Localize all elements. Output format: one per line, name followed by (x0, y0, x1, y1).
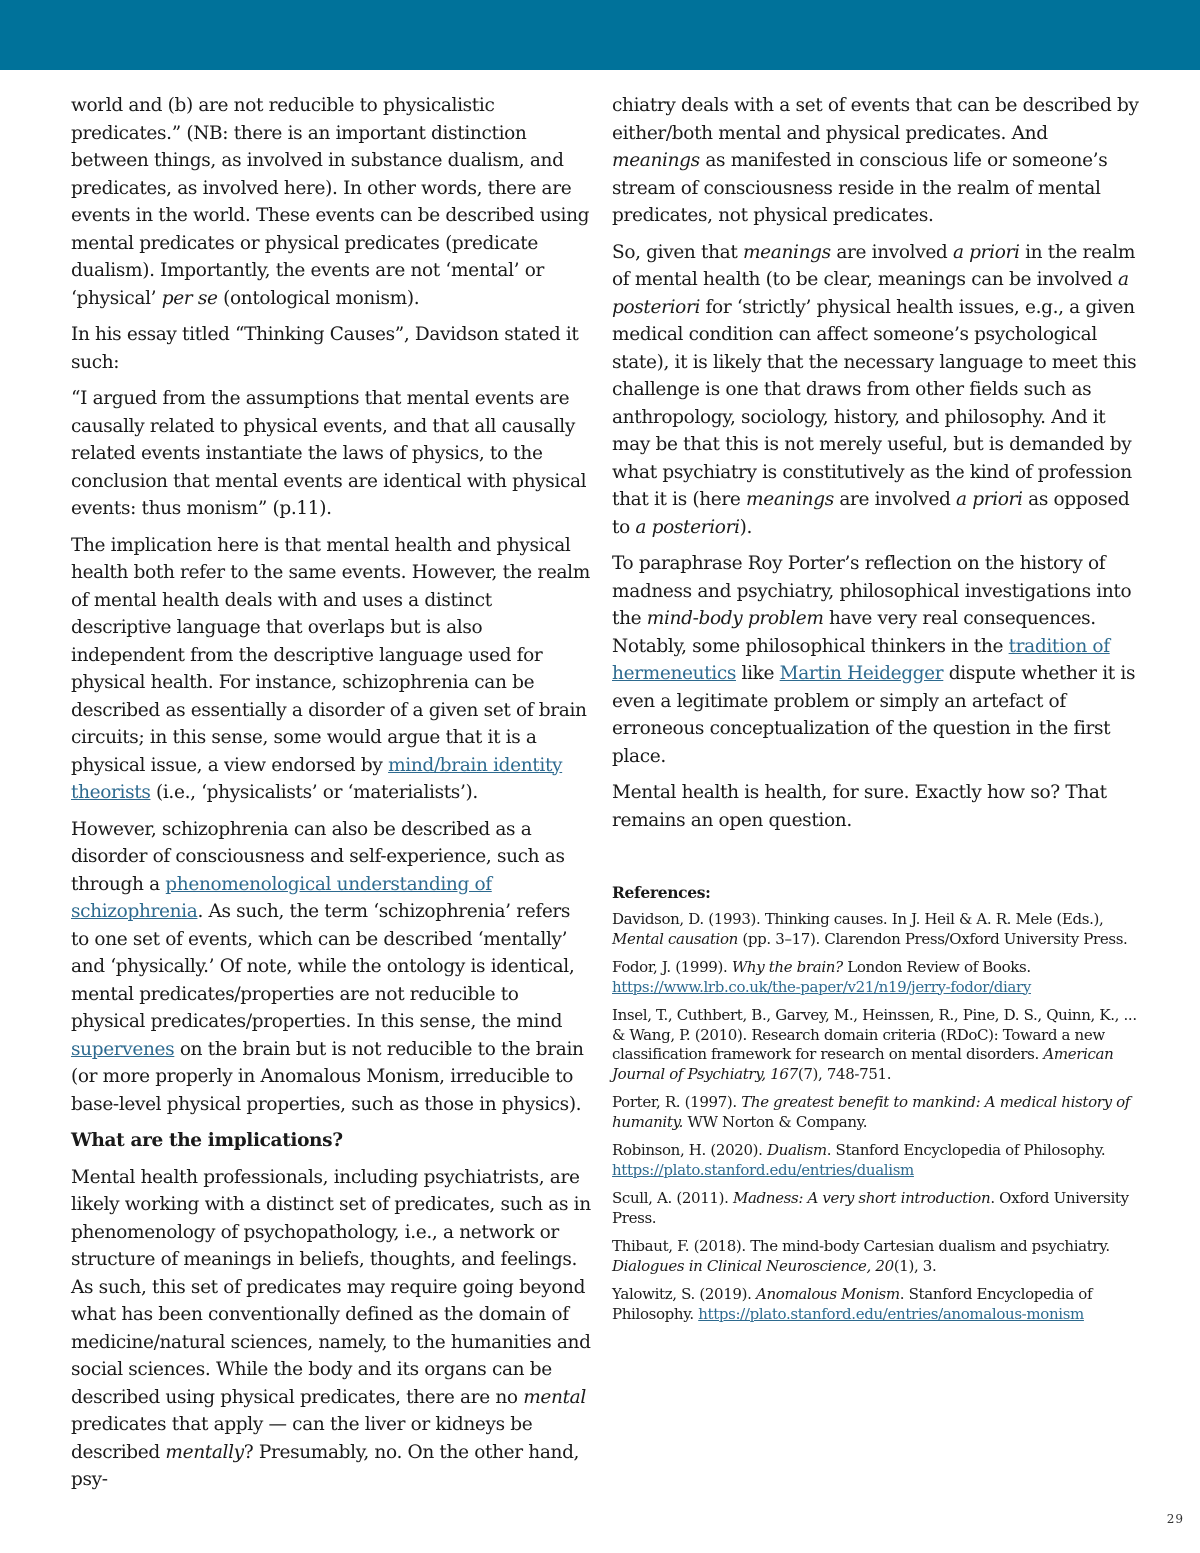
link-sep-dualism[interactable]: https://plato.stanford.edu/entries/dualism (612, 1160, 914, 1179)
reference-item: Robinson, H. (2020). Dualism. Stanford Encyclopedia of Philosophy. https://plato.stanford.edu/entries/dualism (612, 1141, 1106, 1179)
link-phenomenological-schizophrenia[interactable]: phenomenological understanding of schizophrenia (71, 873, 492, 922)
page-number: 29 (1166, 1512, 1184, 1526)
paragraph: chiatry deals with a set of events that can be described by either/both mental and physical predicates. And meanings as manifested in conscious life or someone’s stream of consciousness reside in the realm of mental predicates, not physical predicates. (612, 95, 1139, 226)
reference-item: Davidson, D. (1993). Thinking causes. In J. Heil & A. R. Mele (Eds.), Mental causation (pp. 3–17). Clarendon Press/Oxford University Press. (612, 910, 1128, 948)
paragraph: In his essay titled “Thinking Causes”, Davidson stated it such: (71, 324, 579, 373)
reference-item: Fodor, J. (1999). Why the brain? London Review of Books. https://www.lrb.co.uk/the-paper/v21/n19/jerry-fodor/diary (612, 958, 1031, 996)
reference-item: Yalowitz, S. (2019). Anomalous Monism. Stanford Encyclopedia of Philosophy. https://plato.stanford.edu/entries/anomalous-monism (612, 1285, 1093, 1323)
right-column (612, 92, 1140, 1333)
reference-item: Thibaut, F. (2018). The mind-body Cartesian dualism and psychiatry. Dialogues in Clinical Neuroscience, 20(1), 3. (612, 1237, 1110, 1275)
references-heading: References: (612, 883, 711, 902)
link-supervenes[interactable]: supervenes (71, 1038, 175, 1060)
paragraph: world and (b) are not reducible to physicalistic predicates.” (NB: there is an important distinction between things, as involved in substance dualism, and predicates, as involved here). In other words, there are events in the world. These events can be described using mental predicates or physical predicates (predicate dualism). Importantly, the events are not ‘mental’ or ‘physical’ per se (ontological monism). (71, 95, 590, 309)
paragraph: Mental health professionals, including psychiatrists, are likely working with a distinct set of predicates, such as in phenomenology of psychopathology, i.e., a network or structure of meanings in beliefs, thoughts, and feelings. As such, this set of predicates may require going beyond what has been conventionally defined as the domain of medicine/natural sciences, namely, to the humanities and social sciences. While the body and its organs can be described using physical predicates, there are no mental predicates that apply — can the liver or kidneys be described mentally? Presumably, no. On the other hand, psy- (71, 1166, 591, 1490)
paragraph: The implication here is that mental health and physical health both refer to the same events. However, the realm of mental health deals with and uses a distinct descriptive language that overlaps but is also independent from the descriptive language used for physical health. For instance, schizophrenia can be described as essentially a disorder of a given set of brain circuits; in this sense, some would argue that it is a physical issue, a view endorsed by mind/brain identity theorists (i.e., ‘physicalists’ or ‘materialists’). (71, 534, 590, 803)
paragraph: Mental health is health, for sure. Exactly how so? That remains an open question. (612, 782, 1107, 831)
section-heading: What are the implications? (71, 1130, 343, 1151)
link-sep-anomalous-monism[interactable]: https://plato.stanford.edu/entries/anomalous-monism (698, 1304, 1084, 1323)
reference-item: Porter, R. (1997). The greatest benefit to mankind: A medical history of humanity. WW Norton & Company. (612, 1093, 1131, 1131)
left-column (71, 92, 591, 1503)
paragraph: However, schizophrenia can also be described as a disorder of consciousness and self-experience, such as through a phenomenological understanding of schizophrenia. As such, the term ‘schizophrenia’ refers to one set of events, which can be described ‘mentally’ and ‘physically.’ Of note, while the ontology is identical, mental predicates/properties are not reducible to physical predicates/properties. In this sense, the mind supervenes on the brain but is not reducible to the brain (or more properly in Anomalous Monism, irreducible to base-level physical properties, such as those in physics). (71, 818, 584, 1115)
paragraph: To paraphrase Roy Porter’s reflection on the history of madness and psychiatry, philosophical investigations into the mind-body problem have very real consequences. Notably, some philosophical thinkers in the tradition of hermeneutics like Martin Heidegger dispute whether it is even a legitimate problem or simply an artefact of erroneous conceptualization of the question in the first place. (612, 553, 1136, 767)
paragraph: So, given that meanings are involved a priori in the realm of mental health (to be clear, meanings can be involved a posteriori for ‘strictly’ physical health issues, e.g., a given medical condition can affect someone’s psychological state), it is likely that the necessary language to meet this challenge is one that draws from other fields such as anthropology, sociology, history, and philosophy. And it may be that this is not merely useful, but is demanded by what psychiatry is constitutively as the kind of profession that it is (here meanings are involved a priori as opposed to a posteriori). (612, 241, 1137, 538)
link-tradition-of-hermeneutics[interactable]: tradition of hermeneutics (612, 635, 1110, 684)
link-lrb-fodor[interactable]: https://www.lrb.co.uk/the-paper/v21/n19/jerry-fodor/diary (612, 977, 1031, 996)
reference-item: Insel, T., Cuthbert, B., Garvey, M., Heinssen, R., Pine, D. S., Quinn, K., ... & Wang, P. (2010). Research domain criteria (RDoC): Toward a new classification framework for research on mental disorders. American Journal of Psychiatry, 167(7), 748-751. (612, 1006, 1137, 1083)
quote-paragraph: “I argued from the assumptions that mental events are causally related to physical events, and that all causally related events instantiate the laws of physics, to the conclusion that mental events are identical with physical events: thus monism” (p.11). (71, 388, 587, 519)
link-martin-heidegger[interactable]: Martin Heidegger (779, 663, 944, 684)
header-band (0, 0, 1200, 70)
references-section (612, 882, 1140, 1324)
reference-item: Scull, A. (2011). Madness: A very short introduction. Oxford University Press. (612, 1189, 1129, 1227)
link-identity-theorists[interactable]: mind/brain identity theorists (71, 754, 563, 803)
